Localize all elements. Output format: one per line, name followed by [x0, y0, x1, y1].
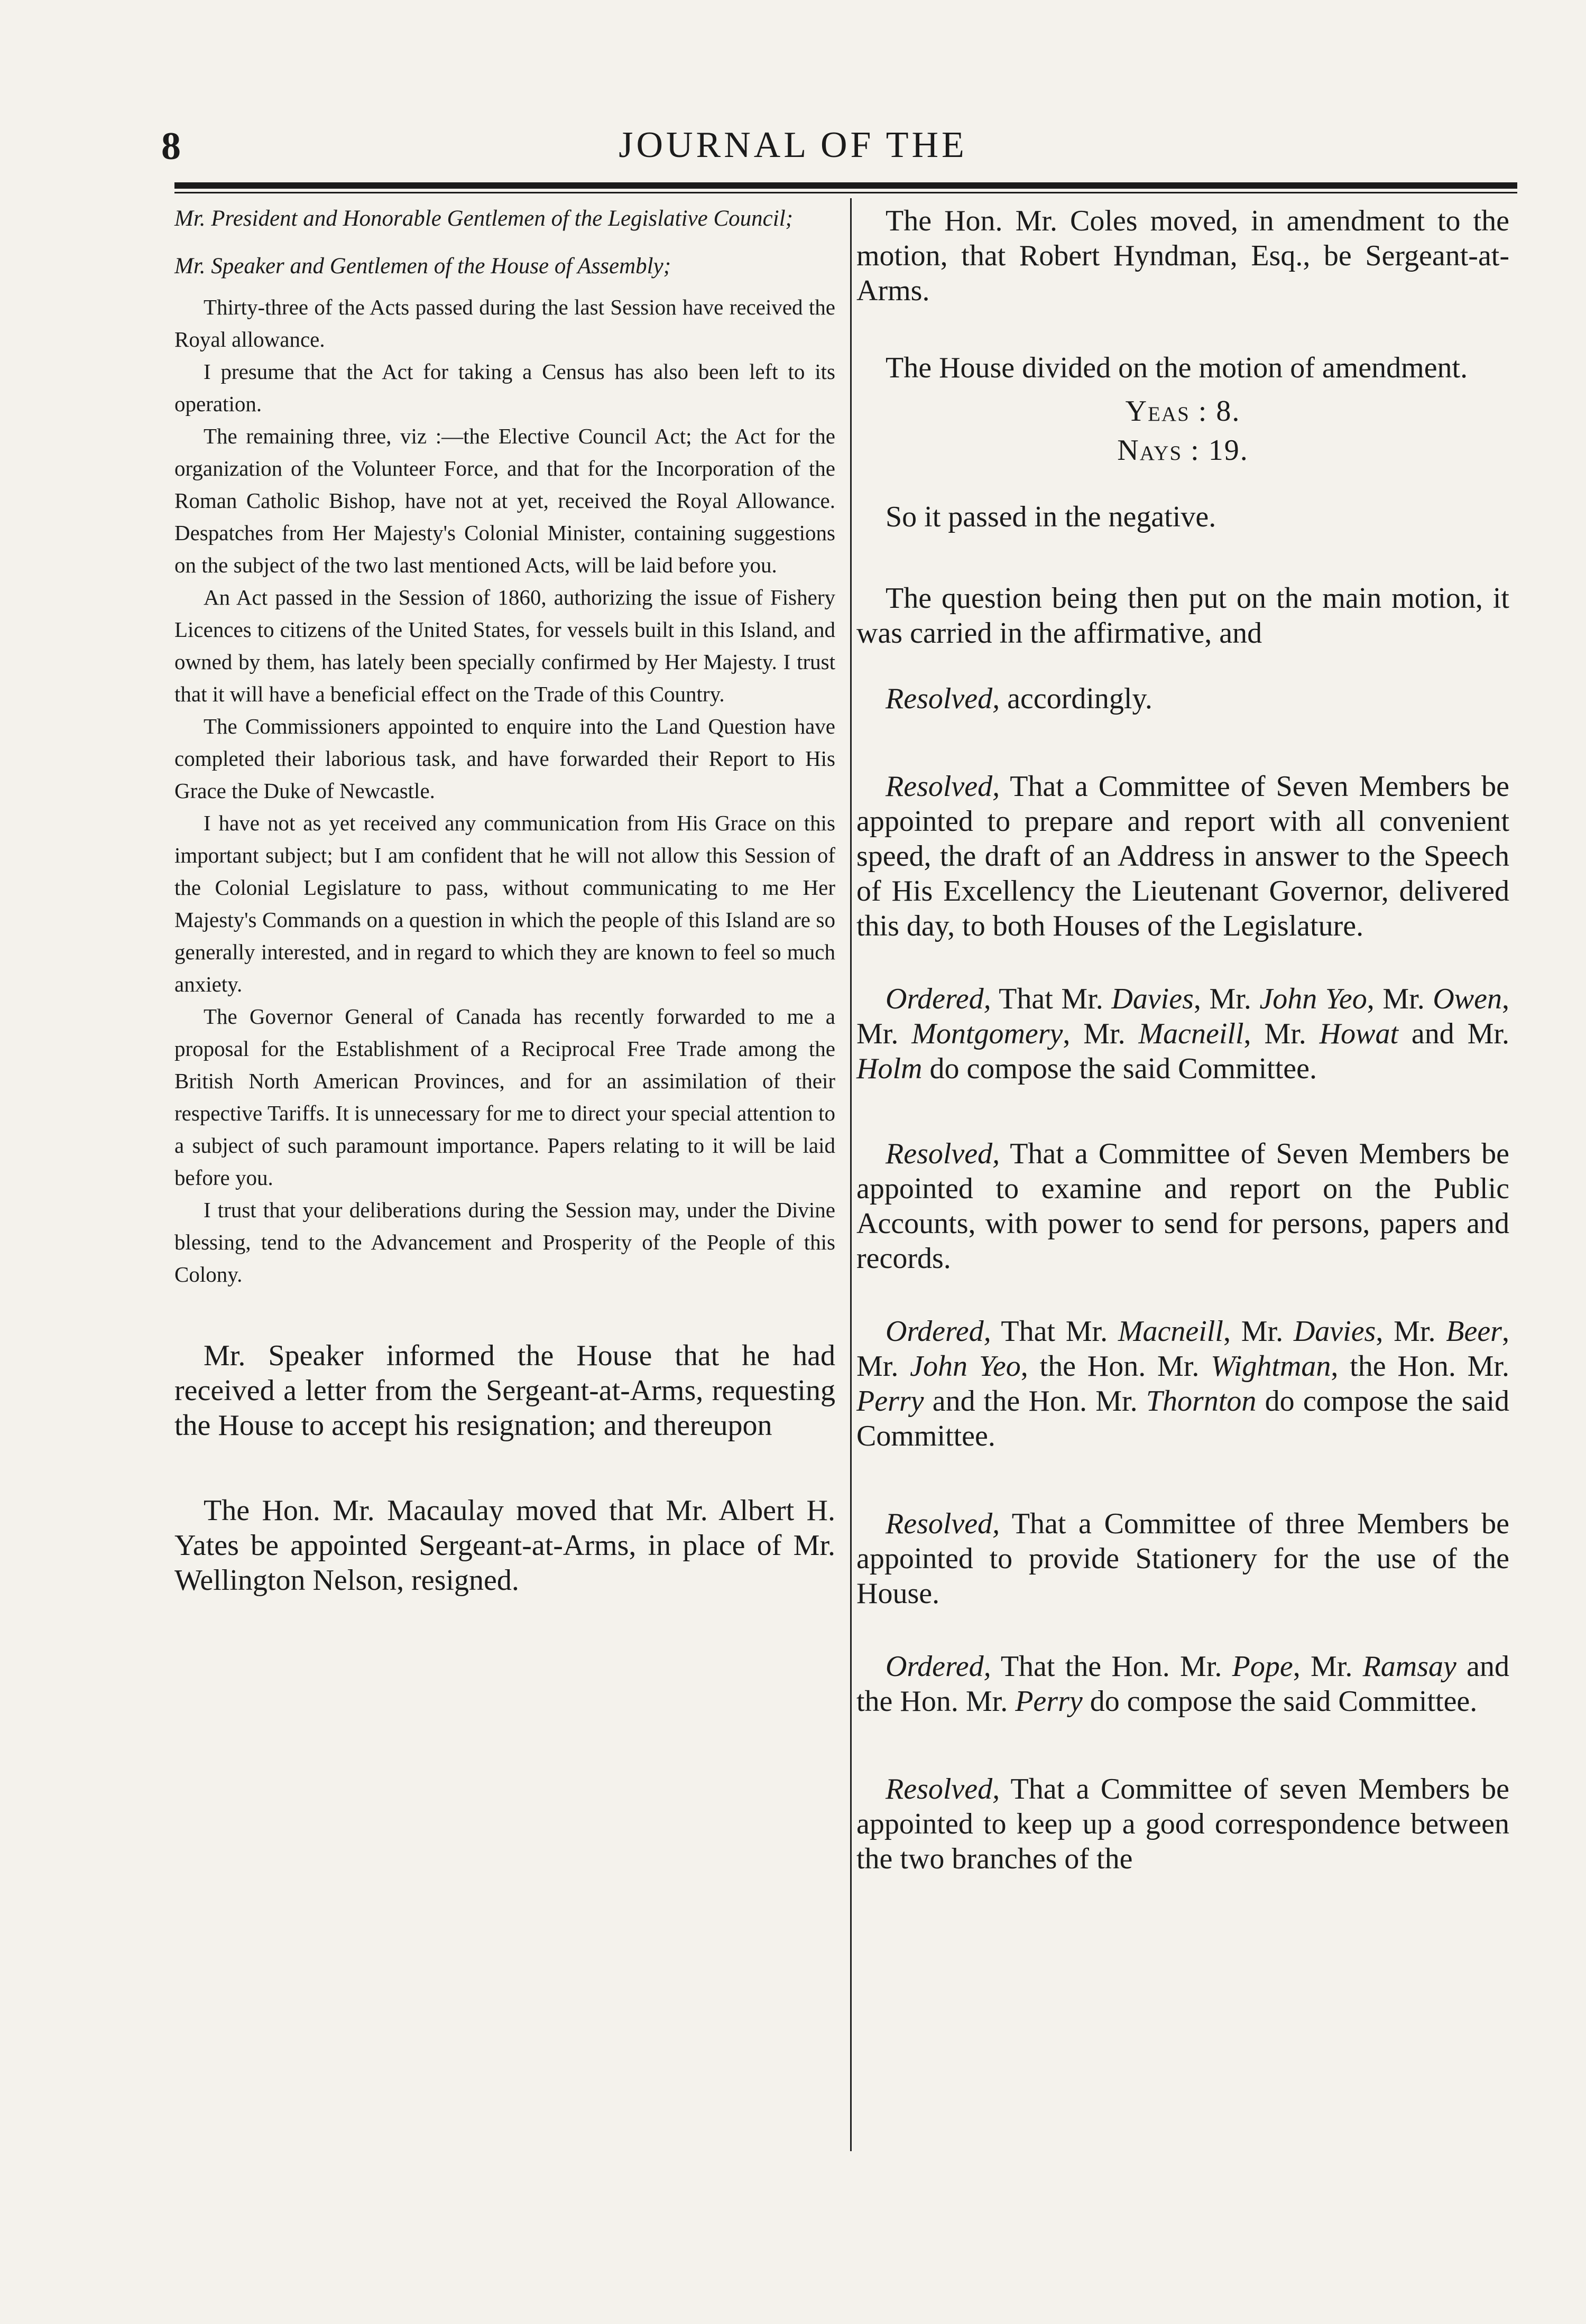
- header-rule-thin: [174, 192, 1517, 193]
- resolved-text: That a Committee of Seven Members be appointed to examine and report on the Public Accounts, with power to send for persons, papers and records.: [856, 1137, 1509, 1275]
- ordered-text: do compose the said Committee.: [856, 1385, 1510, 1452]
- main-motion-paragraph: The question being then put on the main motion, it was carried in the affirmative, and: [856, 582, 1509, 650]
- resolved-text: That a Committee of three Members be appointed to provide Stationery for the use of the House.: [856, 1507, 1509, 1610]
- member-name: Ramsay: [1362, 1650, 1456, 1683]
- ordered-text: , Mr.: [1243, 1017, 1320, 1050]
- member-name: Howat: [1319, 1017, 1399, 1050]
- ordered-text: , the Hon. Mr.: [1020, 1350, 1211, 1383]
- member-name: Perry: [1015, 1685, 1083, 1718]
- speech-paragraph: The Governor General of Canada has recently forwarded to me a proposal for the Establishment of a Reciprocal Free Trade among the British North American Provinces, and for an assimilation of their respective Tariffs. It is unnecessary for me to direct your special attention to a subject of such paramount importance. Papers relating to it will be laid before you.: [174, 1004, 835, 1190]
- resolved-text: That a Committee of Seven Members be appointed to prepare and report with all convenient speed, the draft of an Address in answer to the Speech of His Excellency the Lieutenant Governor, delivered this day, to both Houses of the Legislature.: [856, 770, 1509, 942]
- ordered-stationery: [856, 1649, 1509, 1719]
- speech-paragraph: Thirty-three of the Acts passed during the last Session have received the Royal allowance.: [174, 295, 835, 351]
- ordered-text: , Mr.: [1193, 983, 1260, 1015]
- macaulay-motion-paragraph: The Hon. Mr. Macaulay moved that Mr. Albert H. Yates be appointed Sergeant-at-Arms, in place of Mr. Wellington Nelson, resigned.: [174, 1494, 835, 1597]
- resolved-label: Resolved,: [886, 1773, 1000, 1806]
- speech-paragraph: An Act passed in the Session of 1860, authorizing the issue of Fishery Licences to citizens of the United States, for vessels built in this Island, and owned by them, has lately been specially confirmed by Her Majesty. I trust that it will have a beneficial effect on the Trade of this Country.: [174, 585, 835, 706]
- ordered-text: , Mr.: [856, 1315, 1509, 1383]
- speech-paragraph: The Commissioners appointed to enquire into the Land Question have completed their laborious task, and have forwarded their Report to His Grace the Duke of Newcastle.: [174, 714, 835, 803]
- ordered-text: , the Hon. Mr.: [1331, 1350, 1509, 1383]
- page-number: 8: [161, 125, 181, 168]
- ordered-text: do compose the said Committee.: [1082, 1685, 1478, 1718]
- resolved-label: Resolved,: [886, 682, 1000, 715]
- member-name: Perry: [856, 1385, 924, 1418]
- nays-count: Nays : 19.: [1117, 434, 1249, 467]
- member-name: Macneill: [1118, 1315, 1223, 1348]
- division-paragraph: The House divided on the motion of amendment.: [886, 351, 1468, 384]
- resolved-public-accounts: [856, 1136, 1509, 1276]
- ordered-text: , Mr.: [856, 983, 1509, 1050]
- ordered-label: Ordered,: [886, 1650, 991, 1683]
- column-divider: [850, 198, 852, 2151]
- member-name: Davies: [1111, 983, 1194, 1015]
- ordered-text: , Mr.: [1293, 1650, 1363, 1683]
- ordered-text: and the Hon. Mr.: [856, 1650, 1509, 1718]
- left-column: [174, 203, 835, 1598]
- ordered-text: , Mr.: [1376, 1315, 1446, 1348]
- member-name: John Yeo: [910, 1350, 1021, 1383]
- ordered-text: That Mr.: [991, 983, 1112, 1015]
- negative-paragraph: So it passed in the negative.: [886, 501, 1216, 533]
- speech-address-council: Mr. President and Honorable Gentlemen of the Legislative Council;: [174, 206, 793, 231]
- member-name: John Yeo: [1259, 983, 1367, 1015]
- speaker-informed-paragraph: Mr. Speaker informed the House that he had received a letter from the Sergeant-at-Arms, requesting the House to accept his resignation; and thereupon: [174, 1339, 835, 1442]
- running-title: JOURNAL OF THE: [619, 125, 967, 165]
- member-name: Thornton: [1146, 1385, 1257, 1418]
- member-name: Holm: [856, 1052, 923, 1085]
- resolved-text: That a Committee of seven Members be appointed to keep up a good correspondence between the two branches of the: [856, 1773, 1509, 1875]
- member-name: Pope: [1232, 1650, 1293, 1683]
- resolved-label: Resolved,: [886, 1137, 1000, 1170]
- ordered-text: , Mr.: [1367, 983, 1433, 1015]
- ordered-text: and Mr.: [1398, 1017, 1509, 1050]
- resolved-address-committee: [856, 769, 1509, 943]
- resolved-text: accordingly.: [1000, 682, 1152, 715]
- speech-paragraph: The remaining three, viz :—the Elective Council Act; the Act for the organization of the Volunteer Force, and that for the Incorporation of the Roman Catholic Bishop, have not at yet, received the Royal Allowance. Despatches from Her Majesty's Colonial Minister, containing suggestions on the subject of the two last mentioned Acts, will be laid before you.: [174, 424, 835, 577]
- ordered-label: Ordered,: [886, 983, 991, 1015]
- resolved-correspondence: [856, 1772, 1509, 1876]
- speech-paragraph: I presume that the Act for taking a Census has also been left to its operation.: [174, 359, 835, 416]
- coles-amendment-paragraph: The Hon. Mr. Coles moved, in amendment to the motion, that Robert Hyndman, Esq., be Sergeant-at-Arms.: [856, 205, 1509, 307]
- ordered-text: , Mr.: [1223, 1315, 1294, 1348]
- member-name: Owen: [1433, 983, 1502, 1015]
- speech-address-assembly: Mr. Speaker and Gentlemen of the House of Assembly;: [174, 254, 671, 279]
- governor-speech: [174, 291, 835, 1291]
- header-rule-thick: [174, 182, 1517, 189]
- yeas-count: Yeas : 8.: [1125, 395, 1241, 428]
- member-name: Montgomery: [911, 1017, 1063, 1050]
- resolved-stationery: [856, 1506, 1509, 1611]
- speech-paragraph: I have not as yet received any communication from His Grace on this important subject; but I am confident that he will not allow this Session of the Colonial Legislature to pass, without communicating to me Her Majesty's Commands on a question in which the people of this Island are so generally interested, and in regard to which they are known to feel so much anxiety.: [174, 811, 835, 996]
- ordered-text: That Mr.: [991, 1315, 1118, 1348]
- resolved-label: Resolved,: [886, 770, 1000, 803]
- ordered-text: , Mr.: [1063, 1017, 1139, 1050]
- member-name: Beer: [1446, 1315, 1502, 1348]
- ordered-text: and the Hon. Mr.: [924, 1385, 1146, 1418]
- ordered-label: Ordered,: [886, 1315, 991, 1348]
- member-name: Wightman: [1211, 1350, 1331, 1383]
- resolved-accordingly: [856, 681, 1509, 716]
- page-header: [0, 124, 1586, 177]
- ordered-text: That the Hon. Mr.: [991, 1650, 1232, 1683]
- ordered-public-accounts: [856, 1314, 1509, 1453]
- speech-paragraph: I trust that your deliberations during the Session may, under the Divine blessing, tend to the Advancement and Prosperity of the People of this Colony.: [174, 1198, 835, 1286]
- right-column: [856, 203, 1509, 1876]
- member-name: Davies: [1293, 1315, 1376, 1348]
- member-name: Macneill: [1138, 1017, 1244, 1050]
- ordered-address-committee: [856, 982, 1509, 1086]
- ordered-text: do compose the said Committee.: [922, 1052, 1317, 1085]
- resolved-label: Resolved,: [886, 1507, 1000, 1540]
